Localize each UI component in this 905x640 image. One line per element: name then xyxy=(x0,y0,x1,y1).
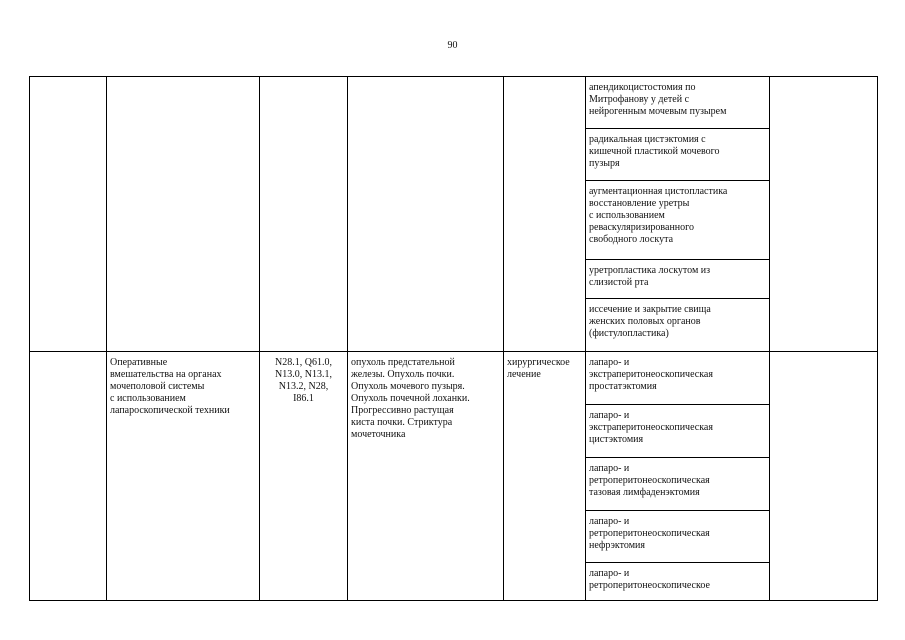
treatment-cell xyxy=(504,77,586,352)
codes-cell: N28.1, Q61.0, N13.0, N13.1, N13.2, N28, I86.1 xyxy=(260,352,348,601)
cost-cell xyxy=(770,77,878,352)
method-cell: лапаро- и ретроперитонеоскопическая тазовая лимфаденэктомия xyxy=(586,458,770,511)
method-cell: лапаро- и ретроперитонеоскопическая нефрэктомия xyxy=(586,511,770,563)
cost-cell xyxy=(770,352,878,601)
method-cell: аугментационная цистопластика восстановление уретры с использованием реваскуляризированного свободного лоскута xyxy=(586,181,770,260)
intervention-cell xyxy=(107,77,260,352)
page-number: 90 xyxy=(447,40,458,51)
method-cell: уретропластика лоскутом из слизистой рта xyxy=(586,260,770,299)
table-row xyxy=(30,77,878,129)
treatment-cell: хирургическое лечение xyxy=(504,352,586,601)
method-cell: апендикоцистостомия по Митрофанову у детей с нейрогенным мочевым пузырем xyxy=(586,77,770,129)
method-cell: лапаро- и экстраперитонеоскопическая цистэктомия xyxy=(586,405,770,458)
table-row xyxy=(30,352,878,405)
codes-cell xyxy=(260,77,348,352)
number-cell xyxy=(30,77,107,352)
method-cell: лапаро- и ретроперитонеоскопическое xyxy=(586,563,770,601)
method-cell: лапаро- и экстраперитонеоскопическая простатэктомия xyxy=(586,352,770,405)
method-cell: радикальная цистэктомия с кишечной пластикой мочевого пузыря xyxy=(586,129,770,181)
method-cell: иссечение и закрытие свища женских половых органов (фистулопластика) xyxy=(586,299,770,352)
intervention-cell: Оперативные вмешательства на органах мочеполовой системы с использованием лапароскопической техники xyxy=(107,352,260,601)
number-cell xyxy=(30,352,107,601)
medical-care-table xyxy=(29,76,878,601)
diagnosis-cell: опухоль предстательной железы. Опухоль почки. Опухоль мочевого пузыря. Опухоль почечной лоханки. Прогрессивно растущая киста почки. Стриктура мочеточника xyxy=(348,352,504,601)
diagnosis-cell xyxy=(348,77,504,352)
